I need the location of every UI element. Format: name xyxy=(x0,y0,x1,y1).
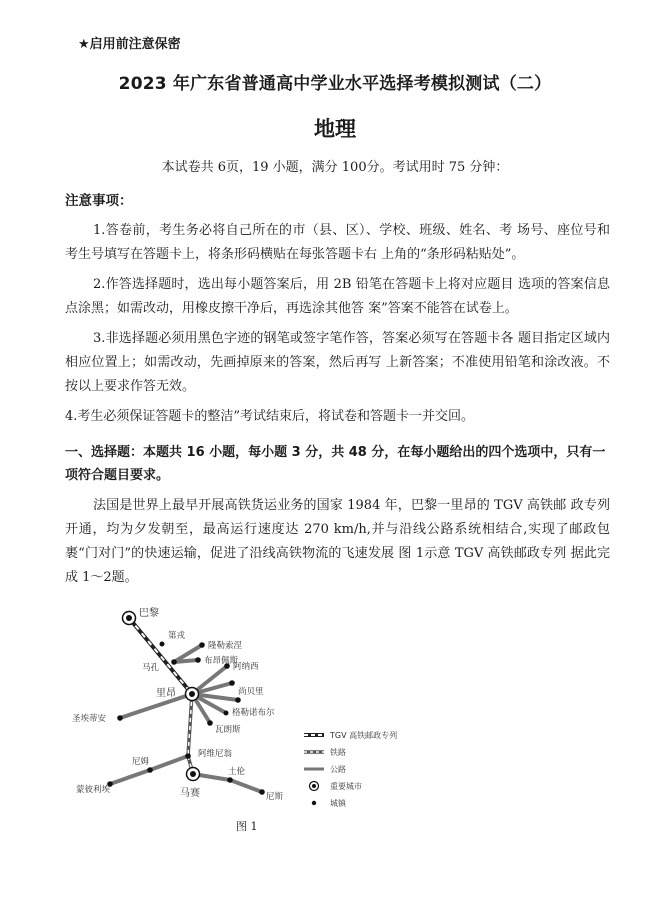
label-nimes: 尼姆 xyxy=(132,757,150,767)
section-heading: 一、选择题：本题共 16 小题，每小题 3 分，共 48 分，在每小题给出的四个选项中，只有一项符合题目要求。 xyxy=(65,445,606,483)
notice-item-4: 4.考生必须保证答题卡的整洁”考试结束后，将试卷和答题卡一并交回。 xyxy=(65,409,475,424)
town-dijon-dot xyxy=(160,642,165,647)
legend-railway-label: 铁路 xyxy=(330,748,346,757)
label-toulon: 土伦 xyxy=(228,767,246,777)
notice-item-3: 3.非选择题必须用黑色字迹的钢笔或签字笔作答，答案必须写在答题卡各 题目指定区域内相应位置上；如需改动，先画掉原来的答案，然后再写 上新答案；不准使用铅笔和涂改液。不按以上要求作答无效。 xyxy=(65,331,610,394)
legend-town-symbol xyxy=(312,801,316,805)
legend-road-label: 公路 xyxy=(330,765,346,774)
town-nimes-dot xyxy=(147,767,153,773)
label-paris: 巴黎 xyxy=(139,608,159,619)
label-grenoble: 格勒诺布尔 xyxy=(232,708,275,718)
town-extra-dot xyxy=(224,711,229,716)
town-macon-dot xyxy=(171,659,177,665)
label-saintetienne: 圣埃蒂安 xyxy=(72,714,107,724)
town-longlesaunier-dot xyxy=(199,642,205,648)
question-passage: 法国是世界上最早开展高铁货运业务的国家 1984 年，巴黎一里昂的 TGV 高铁邮 政专列开通，均为夕发朝至，最高运行速度达 270 km/h,并与沿线公路系统相结合,实现了邮政包裹“门对门”的快速运输，促进了沿线高铁物流的飞速发展 图 1示意 TGV 高铁邮政专列 据此完成 1～2题。 xyxy=(65,498,610,585)
town-bourg-dot xyxy=(195,657,201,663)
label-avignon: 阿维尼翁 xyxy=(198,749,233,759)
town-grenoble-dot xyxy=(235,697,241,703)
town-toulon-dot xyxy=(227,777,233,783)
label-chambery: 尚贝里 xyxy=(238,687,264,697)
town-chambery-dot xyxy=(229,680,235,686)
notice-item-2: 2.作答选择题时，选出每小题答案后，用 2B 铅笔在答题卡上将对应题目 选项的答案信息点涂黑；如需改动，用橡皮擦干净后，再选涂其他答 案”答案不能答在试卷上。 xyxy=(65,277,610,316)
label-montpellier: 蒙彼利埃 xyxy=(76,785,111,795)
exam-title: 2023 年广东省普通高中学业水平选择考模拟测试（二） xyxy=(118,74,552,94)
legend-tgv-label: TGV 高铁邮政专列 xyxy=(330,731,398,740)
label-macon: 马孔 xyxy=(142,663,160,673)
label-annecy: 阿纳西 xyxy=(233,662,259,672)
town-valence-dot xyxy=(207,720,213,726)
label-marseille: 马赛 xyxy=(180,788,200,799)
notice-item-1: 1.答卷前，考生务必将自己所在的市（县、区）、学校、班级、姓名、考 场号、座位号和考生号填写在答题卡上，将条形码横贴在每张答题卡右 上角的“条形码粘贴处”。 xyxy=(65,223,610,262)
label-dijon: 第戎 xyxy=(168,631,186,641)
legend-town-label: 城镇 xyxy=(330,799,346,808)
town-nice-dot xyxy=(259,789,265,795)
label-nice: 尼斯 xyxy=(266,792,284,802)
exam-info: 本试卷共 6页，19 小题，满分 100分。考试用时 75 分钟： xyxy=(161,160,509,175)
figure-caption: 图 1 xyxy=(236,820,258,833)
confidential-mark: ★启用前注意保密 xyxy=(78,37,181,52)
label-longlesaunier: 隆勒索涅 xyxy=(208,641,243,651)
label-valence: 瓦朗斯 xyxy=(215,725,241,735)
notice-heading: 注意事项： xyxy=(65,193,133,209)
subject-title: 地理 xyxy=(314,117,356,141)
legend-city-label: 重要城市 xyxy=(330,782,362,791)
map-legend xyxy=(302,728,402,828)
label-bourg: 布昂佩斯 xyxy=(204,656,239,666)
label-lyon: 里昂 xyxy=(156,688,176,699)
town-avignon-dot xyxy=(185,753,191,759)
town-saintetienne-dot xyxy=(117,715,123,721)
